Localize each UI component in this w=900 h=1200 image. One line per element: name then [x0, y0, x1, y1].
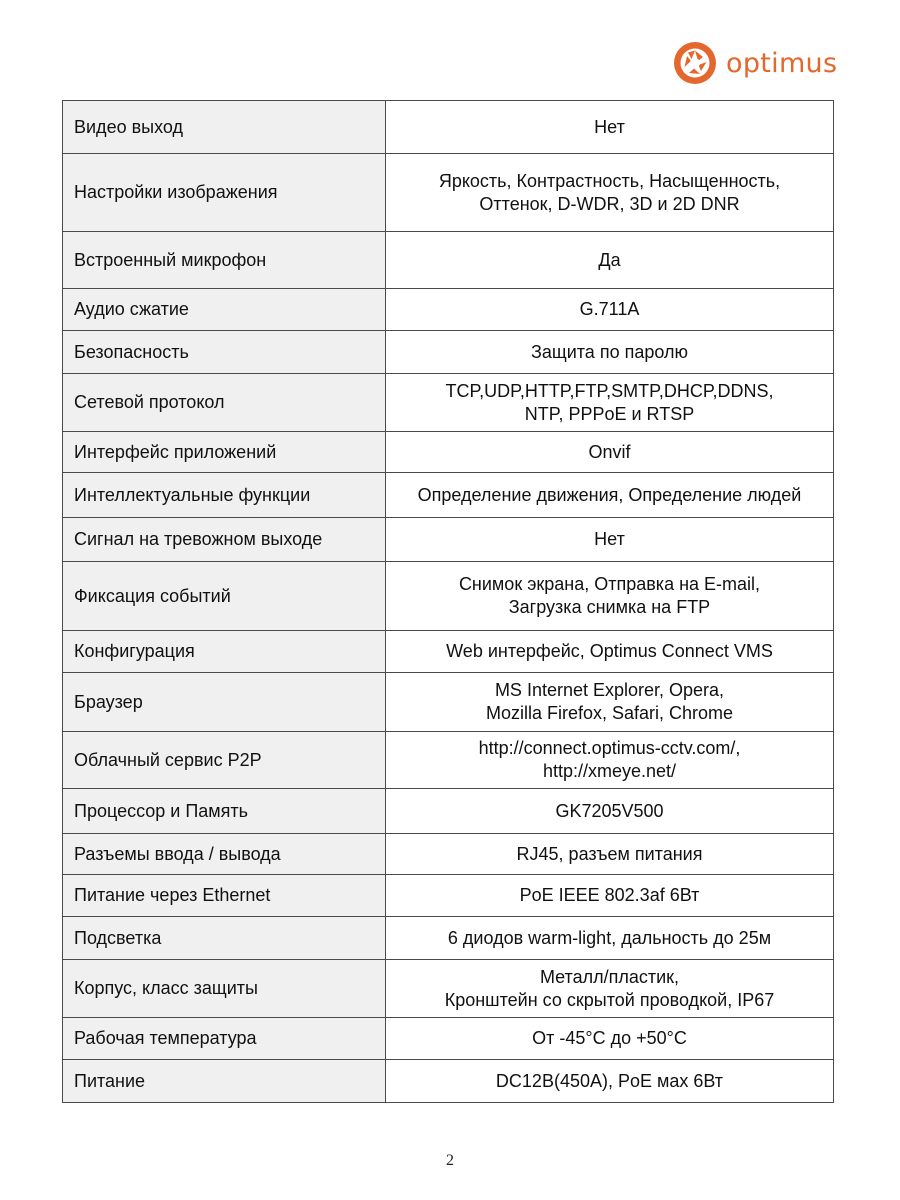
spec-label: Облачный сервис P2P: [63, 732, 386, 789]
brand-name: optimus: [726, 47, 838, 79]
table-row: [63, 834, 834, 875]
page-number: 2: [446, 1152, 454, 1169]
table-row: [63, 1018, 834, 1060]
table-row: [63, 1060, 834, 1103]
table-row: [63, 960, 834, 1018]
table-row: [63, 673, 834, 732]
spec-value: 6 диодов warm-light, дальность до 25м: [386, 917, 834, 960]
spec-value: От -45°С до +50°С: [386, 1018, 834, 1060]
spec-value: Нет: [386, 101, 834, 154]
spec-value: Да: [386, 232, 834, 289]
table-row: [63, 631, 834, 673]
spec-value: Нет: [386, 518, 834, 562]
spec-label: Интерфейс приложений: [63, 432, 386, 473]
spec-label: Питание: [63, 1060, 386, 1103]
spec-value: RJ45, разъем питания: [386, 834, 834, 875]
spec-value: TCP,UDP,HTTP,FTP,SMTP,DHCP,DDNS, NTP, PPPoE и RTSP: [386, 374, 834, 432]
table-row: [63, 232, 834, 289]
spec-label: Процессор и Память: [63, 789, 386, 834]
table-row: [63, 289, 834, 331]
spec-label: Разъемы ввода / вывода: [63, 834, 386, 875]
spec-value: PoE IEEE 802.3af 6Вт: [386, 875, 834, 917]
table-row: [63, 154, 834, 232]
spec-label: Настройки изображения: [63, 154, 386, 232]
table-row: [63, 917, 834, 960]
spec-value: http://connect.optimus-cctv.com/, http://xmeye.net/: [386, 732, 834, 789]
specifications-table: [62, 100, 834, 1103]
spec-label: Встроенный микрофон: [63, 232, 386, 289]
spec-label: Сетевой протокол: [63, 374, 386, 432]
spec-value: Яркость, Контрастность, Насыщенность, Оттенок, D-WDR, 3D и 2D DNR: [386, 154, 834, 232]
spec-label: Безопасность: [63, 331, 386, 374]
spec-value: GK7205V500: [386, 789, 834, 834]
spec-label: Конфигурация: [63, 631, 386, 673]
spec-value: Web интерфейс, Optimus Connect VMS: [386, 631, 834, 673]
spec-value: Защита по паролю: [386, 331, 834, 374]
spec-label: Аудио сжатие: [63, 289, 386, 331]
table-row: [63, 331, 834, 374]
spec-label: Браузер: [63, 673, 386, 732]
spec-label: Интеллектуальные функции: [63, 473, 386, 518]
table-row: [63, 789, 834, 834]
spec-label: Сигнал на тревожном выходе: [63, 518, 386, 562]
spec-value: Металл/пластик, Кронштейн со скрытой проводкой, IP67: [386, 960, 834, 1018]
spec-value: Снимок экрана, Отправка на E-mail, Загрузка снимка на FTP: [386, 562, 834, 631]
spec-label: Корпус, класс защиты: [63, 960, 386, 1018]
optimus-aperture-logo-icon: [672, 40, 718, 86]
spec-label: Подсветка: [63, 917, 386, 960]
spec-value: G.711A: [386, 289, 834, 331]
table-row: [63, 101, 834, 154]
spec-value: Onvif: [386, 432, 834, 473]
table-row: [63, 875, 834, 917]
optimus-logo: [672, 40, 837, 86]
spec-value: MS Internet Explorer, Opera, Mozilla Firefox, Safari, Chrome: [386, 673, 834, 732]
table-row: [63, 473, 834, 518]
specifications-table-body: [63, 101, 834, 1103]
table-row: [63, 562, 834, 631]
spec-label: Питание через Ethernet: [63, 875, 386, 917]
table-row: [63, 432, 834, 473]
spec-value: DC12В(450А), PoE мах 6Вт: [386, 1060, 834, 1103]
spec-label: Видео выход: [63, 101, 386, 154]
table-row: [63, 732, 834, 789]
spec-label: Рабочая температура: [63, 1018, 386, 1060]
table-row: [63, 374, 834, 432]
spec-label: Фиксация событий: [63, 562, 386, 631]
spec-value: Определение движения, Определение людей: [386, 473, 834, 518]
table-row: [63, 518, 834, 562]
